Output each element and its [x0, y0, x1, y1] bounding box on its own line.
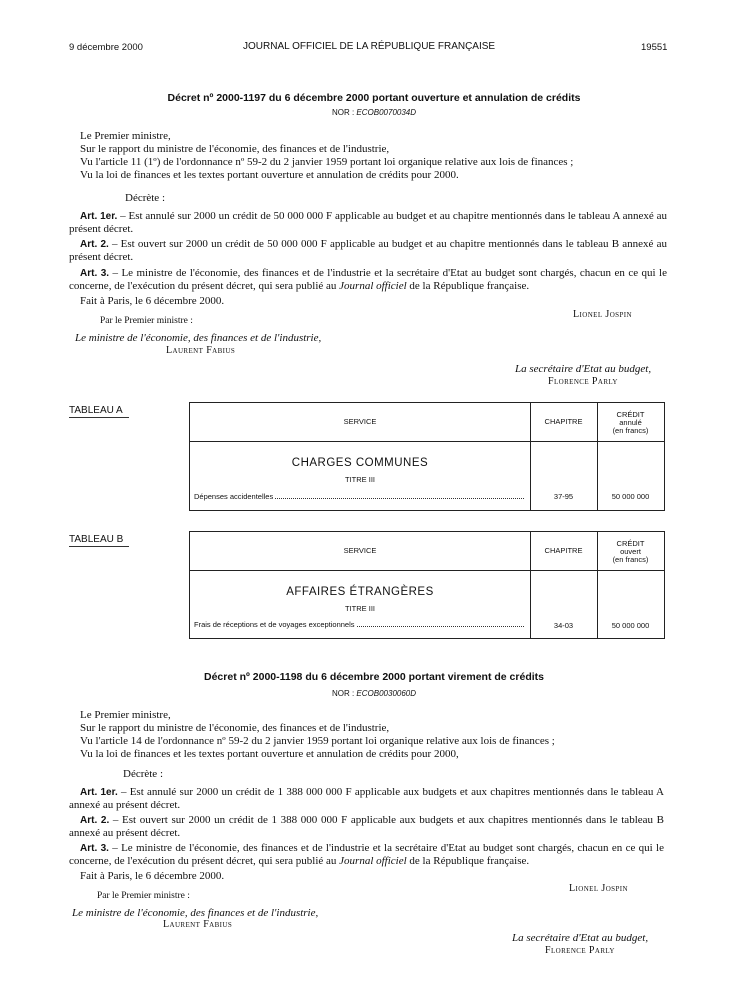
decree2-visa-1: Le Premier ministre, [80, 709, 171, 721]
decree1-art3-journal: Journal officiel [339, 280, 407, 292]
decree1-fait: Fait à Paris, le 6 décembre 2000. [80, 295, 225, 307]
tableau-a-col-credit-line1: CRÉDIT [616, 410, 645, 419]
decree2-signer-pm: Lionel Jospin [569, 883, 628, 894]
header-page-number: 19551 [641, 42, 668, 53]
decree2-title: Décret nº 2000-1198 du 6 décembre 2000 portant virement de crédits [204, 671, 544, 683]
decree1-nor-label: NOR : [331, 108, 357, 117]
decree1-art1-label: Art. 1er. [80, 211, 118, 222]
decree2-secretary-title: La secrétaire d'Etat au budget, [512, 932, 649, 944]
tableau-a-titre: TITRE III [345, 475, 375, 484]
tableau-a-col-service: SERVICE [343, 417, 377, 426]
tableau-a-row-credit: 50 000 000 [611, 492, 650, 501]
tableau-b-col-credit [597, 540, 664, 564]
tableau-b-col-chapitre: CHAPITRE [544, 546, 583, 555]
tableau-a-row [194, 492, 526, 501]
tableau-a-label: TABLEAU A [69, 405, 129, 418]
decree2-decrete: Décrète : [123, 768, 163, 780]
decree1-art3-text-b: de la République française. [406, 280, 530, 292]
header-journal-title: JOURNAL OFFICIEL DE LA RÉPUBLIQUE FRANÇAISE [243, 41, 496, 52]
decree2-art3-text-a: – Le ministre de l'économie, des finances et de l'industrie et la secrétaire d'Etat au budget sont chargés, chacun en ce qui le concerne, de l'exécution du présent décret, qui sera publié au [69, 842, 664, 867]
tableau-b-row-chapitre: 34-03 [553, 621, 574, 630]
decree2-visa-2: Sur le rapport du ministre de l'économie, des finances et de l'industrie, [80, 722, 390, 734]
tableau-b-section: AFFAIRES ÉTRANGÈRES [286, 586, 434, 598]
decree1-visa-3: Vu l'article 11 (1º) de l'ordonnance nº 59-2 du 2 janvier 1959 portant loi organique relative aux lois de finances ; [80, 156, 574, 168]
decree1-visa-2: Sur le rapport du ministre de l'économie, des finances et de l'industrie, [80, 143, 390, 155]
decree1-signer-pm: Lionel Jospin [573, 309, 632, 320]
decree2-nor [0, 689, 748, 698]
tableau-a-col-credit-line3: (en francs) [612, 426, 649, 435]
tableau-a-row-label: Dépenses accidentelles [194, 492, 274, 501]
decree2-secretary-name: Florence Parly [545, 945, 615, 956]
tableau-a-section: CHARGES COMMUNES [291, 457, 429, 469]
decree2-art3-journal: Journal officiel [339, 855, 407, 867]
decree1-nor-code: ECOB0070034D [356, 108, 417, 117]
decree2-nor-code: ECOB0030060D [356, 689, 417, 698]
decree1-art1-text: – Est annulé sur 2000 un crédit de 50 000 000 F applicable au budget et au chapitre mentionnés dans le tableau A annexé au présent décret. [69, 210, 667, 235]
header-date: 9 décembre 2000 [69, 42, 143, 53]
decree1-decrete: Décrète : [125, 192, 165, 204]
tableau-b-titre: TITRE III [345, 604, 375, 613]
decree2-art1-text: – Est annulé sur 2000 un crédit de 1 388 000 000 F applicable aux budgets et aux chapitres mentionnés dans le tableau A annexé au présent décret. [69, 786, 664, 811]
tableau-a-col-chapitre: CHAPITRE [544, 417, 583, 426]
decree1-par-pm: Par le Premier ministre : [100, 316, 193, 326]
decree2-par-pm: Par le Premier ministre : [97, 891, 190, 901]
decree2-article-3 [69, 842, 664, 867]
decree2-visa-4: Vu la loi de finances et les textes portant ouverture et annulation de crédits pour 2000, [80, 748, 459, 760]
decree1-article-2 [69, 238, 667, 263]
decree2-article-1 [69, 786, 664, 811]
decree2-minister-title: Le ministre de l'économie, des finances et de l'industrie, [72, 907, 319, 919]
decree1-article-3 [69, 267, 667, 292]
decree2-nor-label: NOR : [331, 689, 357, 698]
decree1-visa-1: Le Premier ministre, [80, 130, 171, 142]
tableau-a-row-chapitre: 37-95 [553, 492, 574, 501]
decree1-art2-label: Art. 2. [80, 239, 109, 250]
decree2-art3-label: Art. 3. [80, 843, 109, 854]
decree2-visa-3: Vu l'article 14 de l'ordonnance nº 59-2 du 2 janvier 1959 portant loi organique relative aux lois de finances ; [80, 735, 555, 747]
decree2-article-2 [69, 814, 664, 839]
decree2-art2-text: – Est ouvert sur 2000 un crédit de 1 388 000 000 F applicable aux budgets et aux chapitres mentionnés dans le tableau B annexé au présent décret. [69, 814, 664, 839]
decree2-art2-label: Art. 2. [80, 815, 110, 826]
decree2-art1-label: Art. 1er. [80, 787, 118, 798]
tableau-a-col-credit-line2: annulé [619, 418, 642, 427]
tableau-b [189, 531, 665, 639]
decree1-art3-text-a: – Le ministre de l'économie, des finances et de l'industrie et la secrétaire d'Etat au budget sont chargés, chacun en ce qui le concerne, de l'exécution du présent décret, qui sera publié au [69, 267, 667, 292]
decree1-secretary-title: La secrétaire d'Etat au budget, [515, 363, 652, 375]
decree1-minister-name: Laurent Fabius [166, 345, 236, 356]
tableau-b-row-label: Frais de réceptions et de voyages exceptionnels [194, 620, 355, 629]
decree1-title: Décret nº 2000-1197 du 6 décembre 2000 portant ouverture et annulation de crédits [167, 92, 581, 104]
tableau-b-col-credit-line3: (en francs) [612, 555, 649, 564]
decree1-minister-title: Le ministre de l'économie, des finances et de l'industrie, [75, 332, 322, 344]
decree2-art3-text-b: de la République française. [406, 855, 530, 867]
tableau-a [189, 402, 665, 511]
decree1-article-1 [69, 210, 667, 235]
decree1-art3-label: Art. 3. [80, 268, 110, 279]
tableau-b-col-service: SERVICE [343, 546, 377, 555]
decree2-minister-name: Laurent Fabius [163, 919, 233, 930]
decree1-nor [0, 108, 748, 117]
tableau-b-row-credit: 50 000 000 [611, 621, 650, 630]
decree2-fait: Fait à Paris, le 6 décembre 2000. [80, 870, 225, 882]
tableau-b-col-credit-line1: CRÉDIT [616, 539, 645, 548]
decree1-visa-4: Vu la loi de finances et les textes portant ouverture et annulation de crédits pour 2000. [80, 169, 459, 181]
decree1-secretary-name: Florence Parly [548, 376, 618, 387]
tableau-b-col-credit-line2: ouvert [620, 547, 641, 556]
decree1-art2-text: – Est ouvert sur 2000 un crédit de 50 000 000 F applicable au budget et au chapitre mentionnés dans le tableau B annexé au présent décret. [69, 238, 667, 263]
tableau-b-label: TABLEAU B [69, 534, 129, 547]
tableau-b-row [194, 620, 526, 629]
tableau-a-col-credit [597, 411, 664, 435]
